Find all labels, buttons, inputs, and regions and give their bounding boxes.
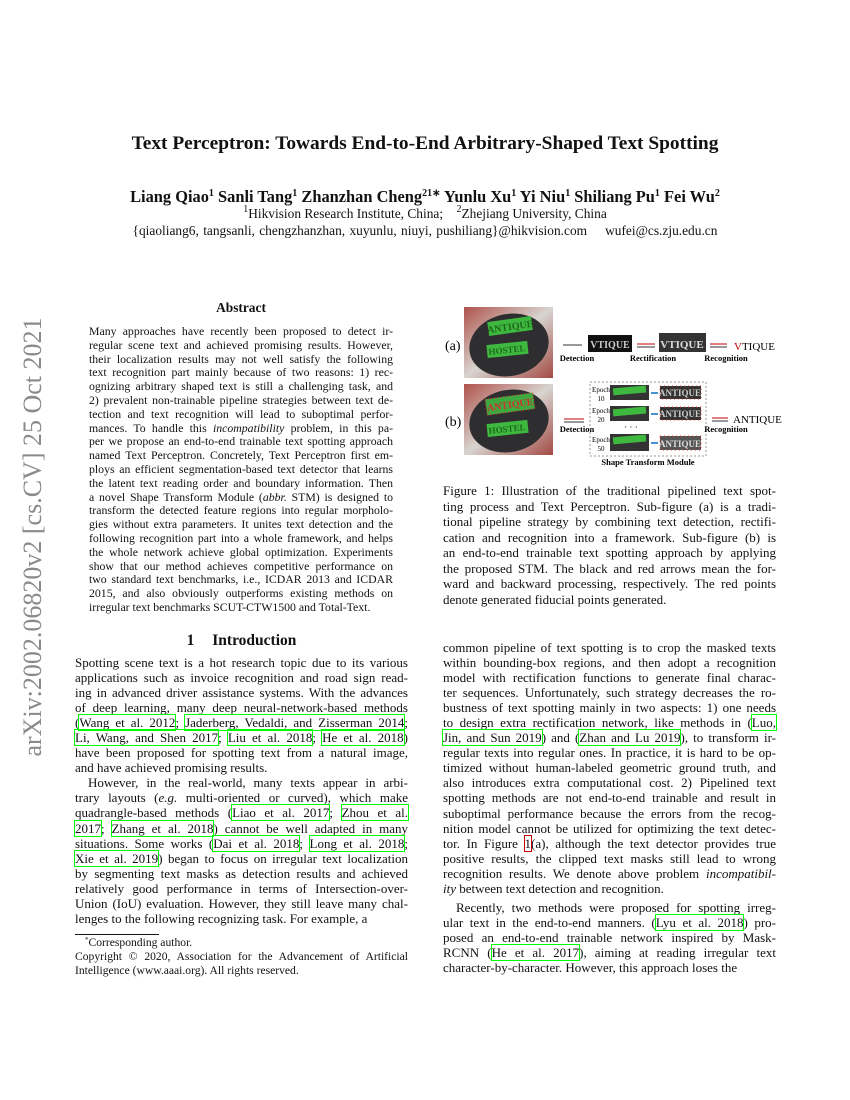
text: ), aiming at reading irregular text [579, 944, 777, 960]
text: Many approaches have recently been proposed to detect ir- [89, 324, 393, 338]
text: gies without extra parameters. It unites text detection and the [89, 517, 393, 532]
text-line [89, 353, 393, 367]
text: by segmenting text masks as detection results and achieved [75, 865, 408, 881]
stm-label: Shape Transform Module [601, 457, 695, 467]
text-line [443, 821, 776, 836]
text: trary layouts ( [75, 790, 159, 806]
text: bustness of text spotting mainly in two aspects: 1) one needs [443, 700, 776, 716]
text: ; [175, 715, 186, 731]
text-line [443, 715, 776, 730]
text: relatively good performance in terms of Intersection-over- [75, 880, 408, 896]
text-line [443, 730, 776, 745]
text: show that our method achieves competitive performance on [89, 558, 393, 573]
text-line [89, 560, 393, 574]
text: Spotting scene text is a hot research topic due to its various [75, 655, 408, 670]
svg-text:ANTIQUE: ANTIQUE [658, 388, 702, 398]
svg-text:ANTIQUE: ANTIQUE [486, 318, 535, 337]
text: the whole network achieve global optimization. Experiments [89, 544, 393, 559]
footnote-rule [75, 934, 159, 935]
text: Figure 1: Illustration of the traditional pipelined text spot- [443, 483, 776, 498]
text: following recognition part into a whole framework, and helps [89, 530, 393, 545]
citation-link[interactable]: He et al. 2018 [322, 730, 404, 746]
subfigure-label-b: (b) [445, 415, 462, 430]
text: regular scene text and achieved promising results. However, [89, 337, 393, 352]
text-line [443, 592, 776, 608]
rectified-text-a: VTIQUE [660, 339, 704, 351]
svg-text:ANTIQUE: ANTIQUE [658, 439, 702, 449]
text-line [89, 449, 393, 463]
text: between text detection and recognition. [456, 880, 664, 896]
text-line [443, 640, 776, 655]
text: However, in the real-world, many texts appear in arbi- [88, 775, 408, 791]
citation-link[interactable]: Zhang et al. 2018 [111, 820, 214, 836]
text: 2015, and also obviously outperforms existing methods on [89, 586, 393, 601]
email-zju: wufei@cs.zju.edu.cn [605, 223, 718, 238]
text-line [75, 745, 408, 760]
text: spotting methods are not end-to-end trainable and result in [443, 790, 776, 806]
copyright-line: Intelligence (www.aaai.org). All rights reserved. [75, 964, 299, 977]
text: 2) prevalent non-trainable pipeline strategies between text de- [89, 392, 393, 407]
recognition-label-a: Recognition [704, 353, 748, 363]
text: suboptimal performance because the errors from the recog- [443, 805, 776, 821]
text: model with rectification functions to generate final charac- [443, 670, 776, 686]
sign-photo-b [463, 382, 554, 459]
text-line [89, 491, 393, 505]
text: two standard text benchmarks, i.e., ICDAR 2013 and ICDAR [89, 572, 393, 587]
text-line [443, 561, 776, 577]
text: and have achieved promising results. [75, 760, 268, 776]
author: Yunlu Xu$^1$ [444, 187, 517, 206]
paragraph [443, 900, 776, 975]
text: situations. Some works ( [75, 835, 214, 851]
text-line [443, 530, 776, 546]
rectification-label: Rectification [629, 353, 677, 363]
text: positive results, the clipped text masks still lead to wrong [443, 850, 776, 866]
text-line [443, 670, 776, 685]
text-line [75, 730, 408, 745]
text-line [89, 463, 393, 477]
text: regular texts into regular ones. In practice, it is hard to be op- [443, 745, 776, 761]
text: ular text in the end-to-end manners. ( [443, 914, 656, 930]
text-line [443, 514, 776, 530]
svg-text:HOSTEL: HOSTEL [488, 422, 527, 436]
italic-text: e.g. [158, 790, 178, 806]
citation-link[interactable]: Xie et al. 2019 [75, 850, 159, 866]
affiliations: $^1$Hikvision Research Institute, China; $^2$Zhejiang University, China [243, 204, 607, 221]
text: ) cannot be well adapted in many [213, 820, 408, 836]
text: denote generated fiducial points generated. [443, 591, 667, 607]
figure-1 [440, 300, 785, 470]
text-line [443, 745, 776, 760]
text: ( [75, 715, 80, 731]
intro-right-column [443, 640, 776, 975]
subfigure-label-a: (a) [445, 339, 461, 354]
citation-link[interactable]: Jaderberg, Vedaldi, and Zisserman 2014 [185, 715, 405, 731]
text-line [443, 775, 776, 790]
text: ; [101, 820, 112, 836]
footnote [75, 936, 408, 978]
text: the proposed STM. The black and red arrows mean the for- [443, 560, 776, 576]
text: ward and backward processing, respectively. The red points [443, 576, 776, 591]
svg-text:Epoch: Epoch [592, 386, 610, 394]
text-line [75, 896, 408, 911]
text-line [75, 655, 408, 670]
author: Sanli Tang$^1$ [218, 187, 298, 206]
arxiv-stamp: arXiv:2002.06820v2 [cs.CV] 25 Oct 2021 [18, 317, 47, 757]
text-line [443, 700, 776, 715]
text: nition model cannot be utilized for optimizing the text detec- [443, 820, 776, 836]
text: ) pro- [743, 914, 776, 930]
epoch-row [592, 434, 701, 453]
text-line [443, 499, 776, 515]
citation-link[interactable]: Zhou et al. [341, 805, 408, 821]
text: ing in advanced driver assistance systems. With the advances [75, 685, 408, 701]
citation-link[interactable]: Luo, [751, 715, 776, 731]
text-line [75, 851, 408, 866]
text: quadrangle-based methods ( [75, 805, 233, 821]
text: character-by-character. However, this approach loses the [443, 959, 738, 975]
abstract-heading: Abstract [216, 300, 266, 315]
text-line [89, 408, 393, 422]
text: ; [404, 835, 408, 851]
text-line [443, 866, 776, 881]
paragraph [75, 775, 408, 925]
text-line [75, 685, 408, 700]
text-line [443, 806, 776, 821]
author: Zhanzhan Cheng$^{21∗}$ [301, 187, 441, 206]
text-line [89, 587, 393, 601]
crop-text-a: VTIQUE [590, 340, 630, 351]
detection-label-b: Detection [559, 424, 595, 434]
text: have been proposed for spotting text from a natural image, [75, 745, 408, 761]
footnote-corresponding: *Corresponding author. [85, 936, 193, 949]
text-line [443, 851, 776, 866]
text: ; [218, 730, 228, 746]
text: ) and ( [541, 730, 580, 746]
italic-text: incompatibility [212, 420, 285, 435]
text: text recognition part mainly because of two reasons: 1) rec- [89, 365, 393, 380]
text-line [443, 836, 776, 851]
svg-text:10: 10 [597, 395, 605, 403]
epoch-row [592, 385, 701, 403]
text: named Text Perceptron. Concretely, Text Perceptron first em- [89, 448, 393, 463]
text-line [89, 601, 393, 615]
text: ) [403, 730, 408, 746]
epoch-row [592, 406, 701, 424]
italic-text: ity [443, 880, 456, 896]
text-line [75, 911, 408, 926]
author: Fei Wu$^2$ [664, 187, 720, 206]
citation-link[interactable]: Wang et al. 2012 [79, 715, 176, 731]
paragraph [443, 483, 776, 607]
italic-text: abbr. [262, 489, 287, 504]
text: ; [312, 730, 323, 746]
text-line [89, 546, 393, 560]
intro-left-column [75, 655, 408, 926]
text: their localization results may not well satisfy the following [89, 351, 393, 366]
text: tection and text recognition will lead to suboptimal perfor- [89, 406, 393, 421]
text-line [443, 960, 776, 975]
text-line [89, 435, 393, 449]
text-line [89, 422, 393, 436]
text: mances. To handle this [89, 420, 213, 435]
text-line [443, 900, 776, 915]
recognition-result-b: ANTIQUE [733, 414, 782, 426]
text: ; [329, 805, 342, 821]
citation-link[interactable]: Zhan and Lu 2019 [579, 730, 681, 746]
text: STM) is designed to [286, 489, 393, 504]
svg-text:ANTIQUE: ANTIQUE [486, 396, 535, 415]
text-line [443, 685, 776, 700]
ellipsis: · · · [624, 422, 638, 432]
svg-text:Epoch: Epoch [592, 436, 610, 444]
citation-link[interactable]: 2017 [75, 820, 101, 836]
text: timized without human-labeled geometric ground truth, and [443, 760, 776, 776]
text: ; [404, 715, 408, 731]
citation-link[interactable]: Liao et al. 2017 [232, 805, 330, 821]
text: Recently, two methods were proposed for spotting irreg- [456, 899, 776, 915]
text-line [443, 545, 776, 561]
text: an end-to-end trainable text spotting approach by applying [443, 545, 776, 560]
text: also introduces extra computational cost. 2) Pipelined text [443, 775, 776, 791]
author-list [0, 187, 850, 207]
svg-text:Epoch: Epoch [592, 407, 610, 415]
text-line [75, 670, 408, 685]
figure-caption [443, 483, 776, 607]
recognition-result-a: VTIQUE [734, 341, 775, 353]
text-line [89, 339, 393, 353]
text: RCNN ( [443, 944, 492, 960]
text: irregular text benchmarks SCUT-CTW1500 and Total-Text. [89, 599, 371, 614]
text: tional pipeline strategy by combining text detection, rectifi- [443, 514, 776, 529]
text-line [443, 881, 776, 896]
text: a novel Shape Transform Module ( [89, 489, 263, 504]
text-line [75, 790, 408, 805]
text-line [443, 655, 776, 670]
text-line [443, 483, 776, 499]
text-line [75, 821, 408, 836]
text: problem, in this pa- [284, 420, 393, 435]
detection-label-a: Detection [559, 353, 595, 363]
figure-ref-link[interactable]: 1 [524, 835, 532, 851]
text: recognition results. We denote above problem [443, 865, 706, 881]
text-line [89, 325, 393, 339]
citation-link[interactable]: Li, Wang, and Shen 2017 [75, 730, 219, 746]
text: common pipeline of text spotting is to crop the masked texts [443, 640, 776, 655]
text: applications such as invoice recognition and road sign read- [75, 670, 408, 686]
citation-link[interactable]: He et al. 2017 [491, 944, 580, 960]
sign-photo-a [463, 306, 554, 383]
svg-text:50: 50 [597, 445, 605, 453]
text: ting process and Text Perceptron. Sub-figure (a) is a tradi- [443, 498, 776, 514]
text-line [75, 715, 408, 730]
citation-link[interactable]: Liu et al. 2018 [227, 730, 313, 746]
text: within bounding-box regions, and then adopt a recognition [443, 655, 776, 671]
citation-link[interactable]: Long et al. 2018 [309, 835, 405, 851]
svg-text:20: 20 [597, 416, 605, 424]
text: ter sequences. Unfortunately, such strategy decreases the ro- [443, 685, 776, 701]
email-hikvision: {qiaoliang6, tangsanli, chengzhanzhan, xuyunlu, niuyi, pushiliang}@hikvision.com [132, 223, 588, 238]
section-heading-introduction: 1 Introduction [186, 632, 297, 649]
abstract-body [89, 325, 393, 615]
text-line [75, 760, 408, 775]
text: tor. In Figure [443, 835, 525, 851]
text: cation and recognition into a framework. Sub-figure (b) is [443, 529, 776, 545]
text-line [75, 866, 408, 881]
author-emails [0, 223, 850, 239]
text-line [89, 518, 393, 532]
italic-text: incompatibil- [705, 865, 776, 881]
text: of deep learning, many deep neural-network-based methods [75, 700, 408, 716]
text: (a), although the text detector provides true [531, 835, 776, 851]
citation-link[interactable]: Lyu et al. 2018 [655, 914, 744, 930]
text-line [443, 760, 776, 775]
text-line [443, 915, 776, 930]
text-line [75, 881, 408, 896]
citation-link[interactable]: Dai et al. 2018 [213, 835, 300, 851]
text-line [89, 366, 393, 380]
paragraph [75, 655, 408, 775]
text: ) began to focus on irregular text localization [158, 850, 408, 866]
text-line [75, 805, 408, 820]
text-line [443, 945, 776, 960]
text-line [89, 532, 393, 546]
text-line [443, 576, 776, 592]
text: ; [299, 835, 310, 851]
text: posed an end-to-end trainable network inspired by Mask- [443, 929, 776, 945]
text-line [75, 836, 408, 851]
text: ognizing arbitrary shaped text is still a challenging task, and [89, 379, 393, 394]
text: ploys an efficient segmentation-based text detector that learns [89, 461, 393, 476]
text-line [443, 790, 776, 805]
text-line [89, 477, 393, 491]
author: Yi Niu$^1$ [519, 187, 571, 206]
text-line [443, 930, 776, 945]
text: Union (IoU) evaluation. However, they still leave many chal- [75, 895, 408, 911]
text: per we propose an end-to-end trainable text spotting approach [89, 434, 393, 449]
text-line [89, 573, 393, 587]
author: Liang Qiao$^1$ [130, 187, 214, 206]
text-line [89, 380, 393, 394]
copyright-line: Copyright © 2020, Association for the Advancement of Artificial [75, 950, 408, 963]
text: multi-oriented or curved), which make [177, 790, 408, 806]
paragraph [443, 640, 776, 896]
paragraph [89, 325, 393, 615]
text-line [75, 700, 408, 715]
svg-text:HOSTEL: HOSTEL [488, 343, 526, 357]
citation-link[interactable]: Jin, and Sun 2019 [443, 730, 542, 746]
text: lenges to the following recognizing task. For example, a [75, 910, 368, 926]
text: the latent text reading order and boundary information. Then [89, 475, 393, 490]
text-line [75, 775, 408, 790]
text-line [89, 394, 393, 408]
text: transform the detected feature regions into regular morpholo- [89, 503, 393, 518]
text-line [89, 504, 393, 518]
author: Shiliang Pu$^1$ [574, 187, 660, 206]
paper-title: Text Perceptron: Towards End-to-End Arbitrary-Shaped Text Spotting [131, 133, 719, 154]
recognition-label-b: Recognition [704, 424, 748, 434]
text: to design extra rectification network, like methods in ( [443, 715, 752, 731]
text: ), to transform ir- [680, 730, 776, 746]
svg-text:ANTIQUE: ANTIQUE [658, 409, 702, 419]
